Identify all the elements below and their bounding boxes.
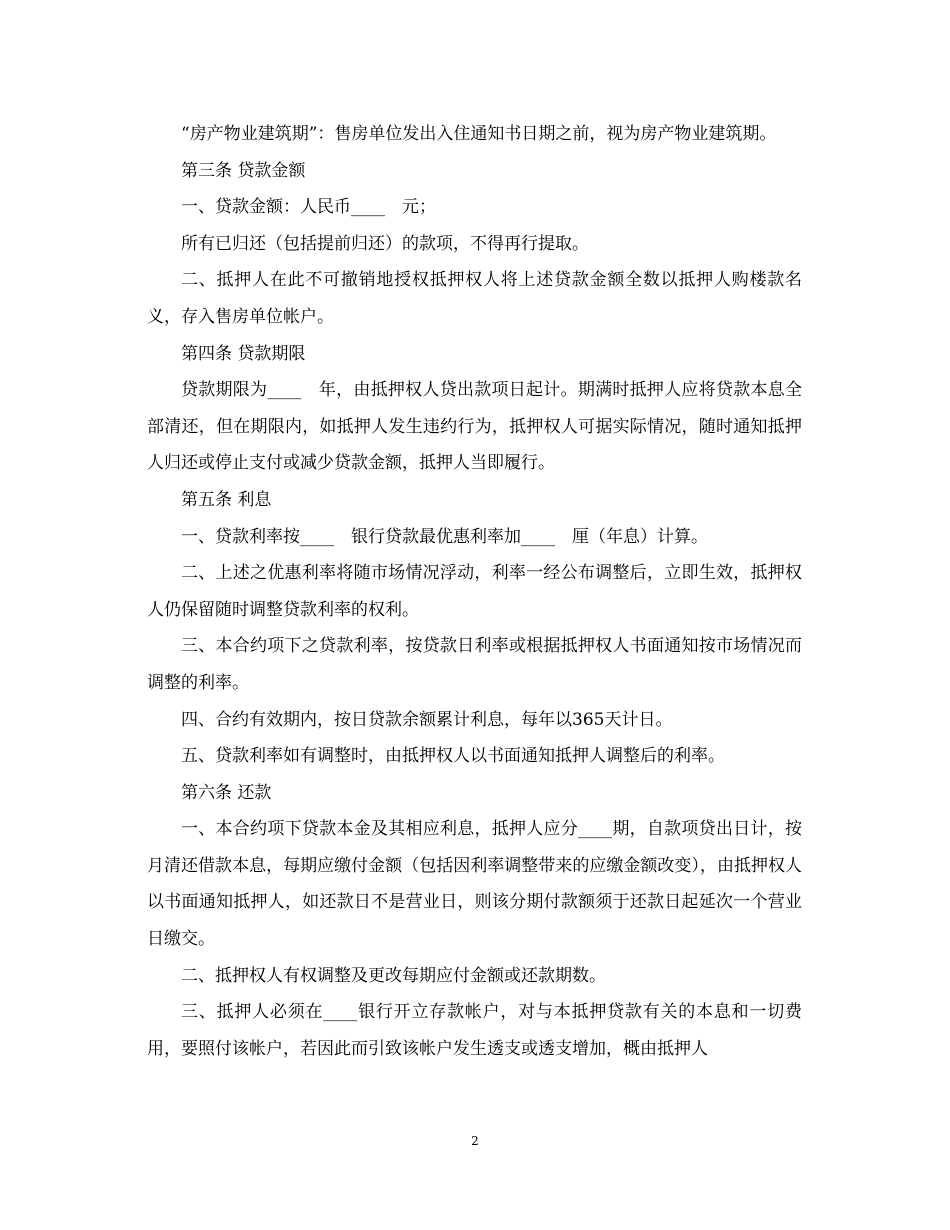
paragraph-repayment: 一、本合约项下贷款本金及其相应利息，抵押人应分____期，自款项贷出日计，按月清还借款本息，每期应缴付金额（包括因利率调整带来的应缴金额改变），由抵押权人以书面通知抵押人，如还款日不是营业日，则该分期付款额须于还款日起延次一个营业日缴交。 — [147, 819, 802, 950]
document-body — [147, 116, 802, 1067]
paragraph-authorization: 二、抵押人在此不可撤销地授权抵押权人将上述贷款金额全数以抵押人购楼款名义，存入售房单位帐户。 — [147, 270, 802, 327]
paragraph-daily-interest: 四、合约有效期内，按日贷款余额累计利息，每年以365天计日。 — [181, 709, 673, 730]
paragraph-deposit-account: 三、抵押人必须在____银行开立存款帐户，对与本抵押贷款有关的本息和一切费用，要照付该帐户，若因此而引致该帐户发生透支或透支增加，概由抵押人 — [147, 1002, 802, 1059]
page-number: 2 — [471, 1134, 479, 1148]
paragraph-rate-basis: 三、本合约项下之贷款利率，按贷款日利率或根据抵押权人书面通知按市场情况而调整的利率。 — [147, 636, 802, 693]
paragraph-definition: “房产物业建筑期”：售房单位发出入住通知书日期之前，视为房产物业建筑期。 — [181, 124, 777, 144]
heading-article-3: 第三条 贷款金额 — [181, 160, 306, 181]
heading-article-5: 第五条 利息 — [181, 489, 272, 510]
paragraph-no-redraw: 所有已归还（包括提前归还）的款项，不得再行提取。 — [181, 233, 589, 254]
heading-article-4: 第四条 贷款期限 — [181, 343, 306, 364]
paragraph-rate-notice: 五、贷款利率如有调整时，由抵押权人以书面通知抵押人调整后的利率。 — [181, 746, 725, 767]
paragraph-loan-amount: 一、贷款金额：人民币____ 元； — [181, 197, 436, 218]
paragraph-adjust-installments: 二、抵押权人有权调整及更改每期应付金额或还款期数。 — [181, 965, 606, 986]
paragraph-rate-floating: 二、上述之优惠利率将随市场情况浮动，利率一经公布调整后，立即生效，抵押权人仍保留随时调整贷款利率的权利。 — [147, 563, 802, 620]
paragraph-interest-rate: 一、贷款利率按____ 银行贷款最优惠利率加____ 厘（年息）计算。 — [181, 526, 708, 547]
heading-article-6: 第六条 还款 — [181, 782, 272, 803]
paragraph-loan-term: 贷款期限为____ 年，由抵押权人贷出款项日起计。期满时抵押人应将贷款本息全部清还，但在期限内，如抵押人发生违约行为，抵押权人可据实际情况，随时通知抵押人归还或停止支付或减少贷款金额，抵押人当即履行。 — [147, 380, 802, 474]
